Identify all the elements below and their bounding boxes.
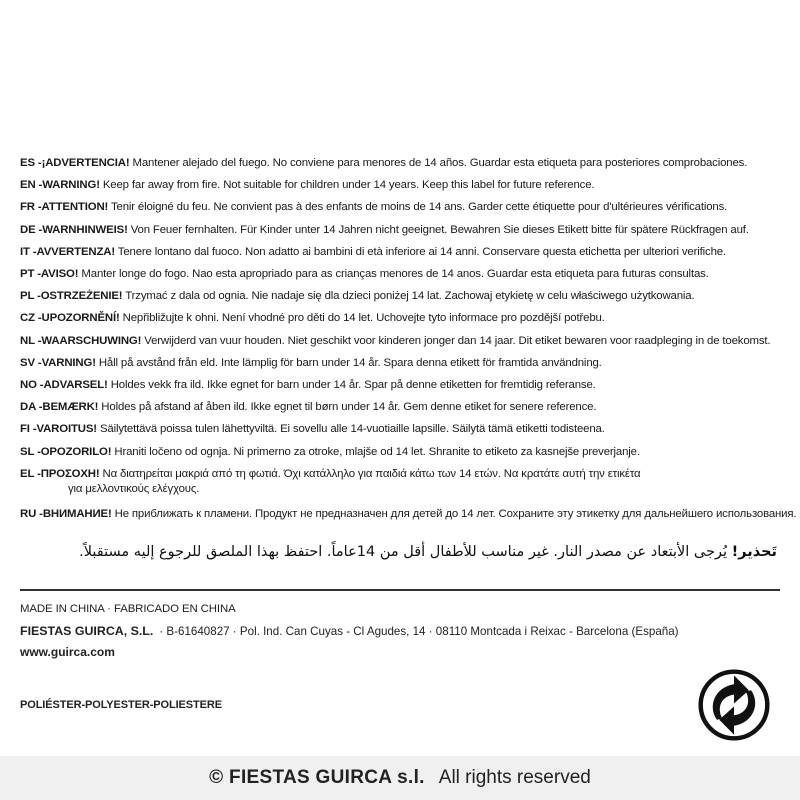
warning-sv <box>20 352 790 374</box>
warning-head: ATTENTION! <box>41 201 109 214</box>
lang-code: SL - <box>20 445 41 458</box>
warning-cz <box>20 307 790 329</box>
material-label: POLIÉSTER-POLYESTER-POLIESTERE <box>20 699 222 711</box>
warning-nl <box>20 330 790 352</box>
footer-brand: © FIESTAS GUIRCA s.l. <box>209 767 425 788</box>
warning-text: Verwijderd van vuur houden. Niet geschikt voor kinderen jonger dan 14 jaar. Dit etiket bewaren voor raadpleging in de toekomst. <box>141 334 771 347</box>
warning-text: Tenir éloigné du feu. Ne convient pas à des enfants de moins de 14 ans. Garder cette étiquette pour d'ultérieures vérifications. <box>108 201 728 214</box>
warning-text: Manter longe do fogo. Nao esta apropriado para as crianças menores de 14 anos. Guardar esta etiqueta para futuras consultas. <box>78 268 709 281</box>
company-name: FIESTAS GUIRCA, S.L. <box>20 624 154 638</box>
warning-text: Не приближать к пламени. Продукт не предназначен для детей до 14 лет. Сохраните эту этикетку для дальнейшего использования. <box>111 507 797 520</box>
warning-text: Hraniti ločeno od ognja. Ni primerno za otroke, mlajše od 14 let. Shranite to etiketo za kasnejše preverjanje. <box>111 445 640 458</box>
warning-text: Keep far away from fire. Not suitable for children under 14 years. Keep this label for future reference. <box>99 179 595 192</box>
warning-head: OSTRZEŻENIE! <box>40 290 123 303</box>
warning-el <box>20 463 790 499</box>
lang-code: DA - <box>20 401 43 414</box>
warning-head: WARNING! <box>42 179 100 192</box>
company-info <box>20 624 679 638</box>
website-link[interactable]: www.guirca.com <box>20 645 115 659</box>
warning-sl <box>20 441 790 463</box>
warning-text: Να διατηρείται μακριά από τη φωτιά. Όχι κατάλληλο για παιδιά κάτω των 14 ετών. Να κρατάτε αυτή την ετικέτα <box>99 467 641 480</box>
warning-head: تَحذير! <box>731 544 777 560</box>
warning-text: Holdes vekk fra ild. Ikke egnet for barn under 14 år. Spar på denne etiketten for fremtidig referanse. <box>107 379 596 392</box>
warning-head: AVISO! <box>40 268 79 281</box>
warning-text: Säilytettävä poissa tulen lähettyviltä. Ei sovellu alle 14-vuotiaille lapsille. Säilytä tämä etiketti todisteena. <box>96 423 605 436</box>
warning-head: WAARSCHUWING! <box>41 334 142 347</box>
lang-code: IT - <box>20 245 37 258</box>
warning-es <box>20 152 790 174</box>
warning-text: Von Feuer fernhalten. Für Kinder unter 14 Jahren nicht geeignet. Bewahren Sie dieses Etikett bitte für spätere Rückfragen auf. <box>127 223 749 236</box>
warning-fr <box>20 196 790 218</box>
warning-en <box>20 174 790 196</box>
lang-code: RU - <box>20 507 43 520</box>
warning-head: UPOZORNĚNÍ! <box>41 312 120 325</box>
green-dot-recycle-icon <box>697 668 771 742</box>
warnings-list <box>20 152 797 525</box>
lang-code: SV - <box>20 356 42 369</box>
made-in-label: MADE IN CHINA · FABRICADO EN CHINA <box>20 603 236 615</box>
divider-line <box>20 589 780 591</box>
warning-head: ΠΡΟΣΟΧΗ! <box>40 467 100 480</box>
warning-de <box>20 219 790 241</box>
warning-head: ВНИМАНИЕ! <box>42 507 112 520</box>
lang-code: PT - <box>20 268 41 281</box>
warning-head: OPOZORILO! <box>40 445 112 458</box>
footer-bar <box>0 756 800 800</box>
company-details: · B-61640827 · Pol. Ind. Can Cuyas - Cl Agudes, 14 · 08110 Montcada i Reixac - Barcelona (España) <box>159 625 679 638</box>
warning-ar <box>20 544 777 560</box>
warning-pl <box>20 285 790 307</box>
warning-head: VARNING! <box>41 356 96 369</box>
warning-text: Trzymać z dala od ognia. Nie nadaje się dla dzieci poniżej 14 lat. Zachowaj etykietę w celu właściwego użytkowania. <box>122 290 695 303</box>
warning-head: AVVERTENZA! <box>36 245 115 258</box>
warning-head: ¡ADVERTENCIA! <box>41 157 130 169</box>
warning-text: Håll på avstånd från eld. Inte lämplig för barn under 14 år. Spara denna etikett för framtida användning. <box>95 356 602 369</box>
warning-head: BEMÆRK! <box>42 401 99 414</box>
warning-text: Tenere lontano dal fuoco. Non adatto ai bambini di età inferiore ai 14 anni. Conservare questa etichetta per ulteriori verifiche. <box>115 245 726 258</box>
warning-text: Holdes på afstand af åben ild. Ikke egnet til børn under 14 år. Gem denne etiket for senere reference. <box>98 401 597 414</box>
lang-code: PL - <box>20 290 41 303</box>
footer-rights: All rights reserved <box>438 767 591 788</box>
warning-text: Mantener alejado del fuego. No conviene para menores de 14 años. Guardar esta etiqueta para posteriores comprobaciones. <box>129 157 748 169</box>
warning-pt <box>20 263 790 285</box>
warning-text: Nepřibližujte k ohni. Není vhodné pro děti do 14 let. Uchovejte tyto informace pro pozdější potřebu. <box>119 312 605 325</box>
warning-head: WARNHINWEIS! <box>42 223 128 236</box>
lang-code: FR - <box>20 201 42 214</box>
lang-code: ES - <box>20 157 42 169</box>
warning-ru <box>20 503 797 525</box>
lang-code: NO - <box>20 379 44 392</box>
lang-code: EL - <box>20 467 41 480</box>
warning-text-continued: για μελλοντικούς ελέγχους. <box>68 482 200 495</box>
warning-head: ADVARSEL! <box>43 379 108 392</box>
warning-fi <box>20 418 790 440</box>
lang-code: EN - <box>20 179 43 192</box>
warning-da <box>20 396 790 418</box>
warning-it <box>20 241 790 263</box>
lang-code: CZ - <box>20 312 42 325</box>
warning-text: يُرجى الأبتعاد عن مصدر النار. غير مناسب للأطفال أقل من 14عاماً. احتفظ بهذا الملصق للرجوع إليه مستقبلاً. <box>79 544 732 560</box>
warning-head: VAROITUS! <box>36 423 97 436</box>
lang-code: NL - <box>20 334 42 347</box>
lang-code: FI - <box>20 423 37 436</box>
lang-code: DE - <box>20 223 43 236</box>
warning-no <box>20 374 790 396</box>
